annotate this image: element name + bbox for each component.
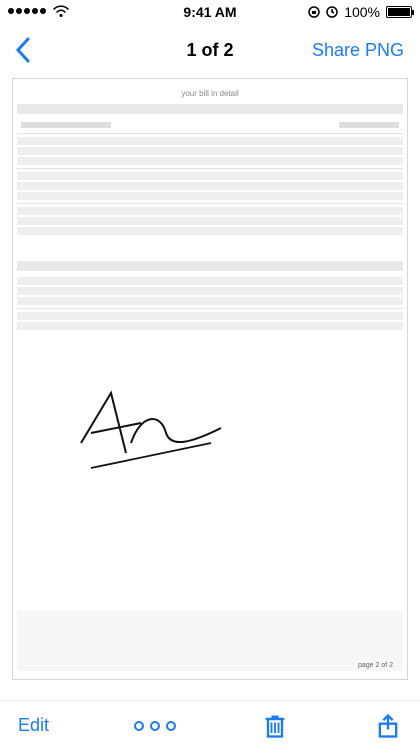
share-png-button[interactable]: Share PNG	[311, 39, 404, 60]
ellipsis-icon	[134, 721, 144, 731]
share-icon[interactable]	[374, 712, 402, 740]
bill-header: your bill in detail	[181, 89, 239, 98]
trash-icon[interactable]	[261, 712, 289, 740]
bill-page-number: page 2 of 2	[357, 662, 393, 669]
bottom-toolbar	[0, 700, 420, 750]
page-counter: 1 of 2	[186, 39, 234, 60]
document-preview[interactable]	[12, 78, 408, 680]
rotation-lock-icon	[308, 6, 320, 18]
battery-percent: 100%	[344, 4, 380, 20]
bill-page	[17, 83, 403, 675]
status-right	[308, 4, 412, 20]
edit-button[interactable]: Edit	[18, 715, 50, 735]
status-bar	[0, 0, 420, 24]
battery-icon	[386, 6, 412, 18]
bill-footer	[17, 611, 403, 671]
signature-image	[71, 383, 231, 473]
clock: 9:41 AM	[183, 4, 237, 20]
navigation-bar	[0, 30, 420, 70]
more-options-button[interactable]	[134, 721, 176, 731]
alarm-icon	[326, 6, 338, 18]
